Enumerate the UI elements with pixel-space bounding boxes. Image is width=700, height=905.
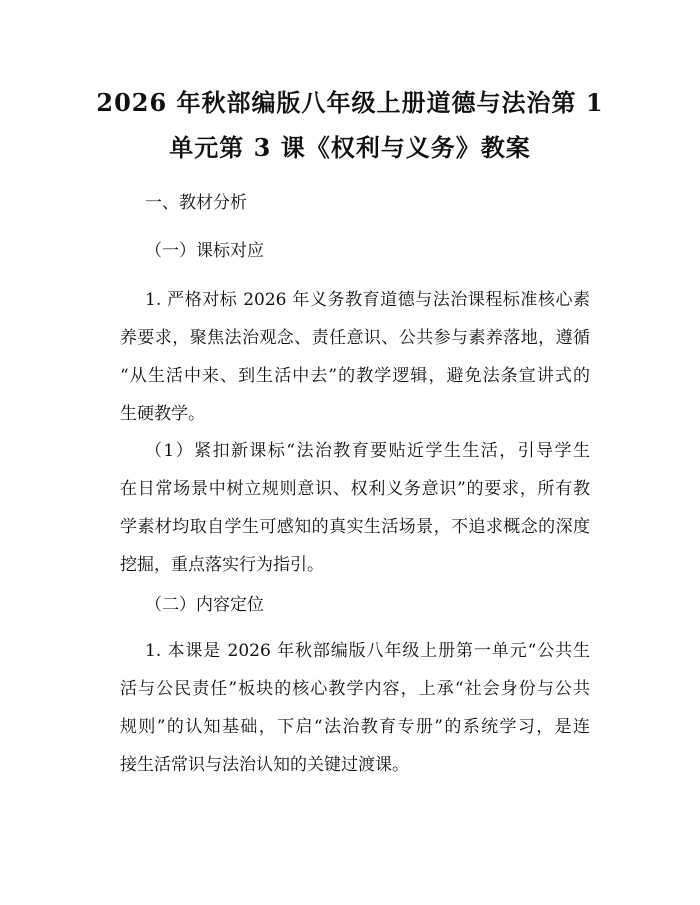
- paragraph-new-curriculum: [120, 432, 590, 584]
- paragraph-line: 1. 本课是 2026 年秋部编版八年级上册第一单元“公共生: [145, 641, 590, 661]
- paragraph-line: 挖掘，重点落实行为指引。: [120, 555, 324, 575]
- subsection-heading-content-position: （二）内容定位: [145, 595, 264, 615]
- subsection-heading-curriculum: （一）课标对应: [145, 241, 264, 261]
- paragraph-line: （1）紧扣新课标“法治教育要贴近学生生活，引导学生: [145, 441, 590, 461]
- document-title-line-1: 2026 年秋部编版八年级上册道德与法治第 1: [96, 88, 604, 117]
- paragraph-content-position: [120, 632, 590, 784]
- section-heading-textbook-analysis: 一、教材分析: [145, 193, 247, 213]
- paragraph-line: 1. 严格对标 2026 年义务教育道德与法治课程标准核心素: [145, 290, 590, 310]
- paragraph-line: 活与公民责任”板块的核心教学内容，上承“社会身份与公共: [120, 679, 590, 699]
- paragraph-line: 接生活常识与法治认知的关键过渡课。: [120, 755, 409, 775]
- paragraph-line: 学素材均取自学生可感知的真实生活场景，不追求概念的深度: [120, 517, 590, 537]
- paragraph-line: 在日常场景中树立规则意识、权利义务意识”的要求，所有教: [120, 479, 590, 499]
- paragraph-line: “从生活中来、到生活中去”的教学逻辑，避免法条宣讲式的: [120, 366, 590, 386]
- paragraph-line: 养要求，聚焦法治观念、责任意识、公共参与素养落地，遵循: [120, 328, 590, 348]
- document-title-line-2: 单元第 3 课《权利与义务》教案: [169, 133, 531, 162]
- paragraph-line: 生硬教学。: [120, 404, 205, 424]
- paragraph-curriculum-standard: [120, 281, 590, 433]
- paragraph-line: 规则”的认知基础，下启“法治教育专册”的系统学习，是连: [120, 717, 590, 737]
